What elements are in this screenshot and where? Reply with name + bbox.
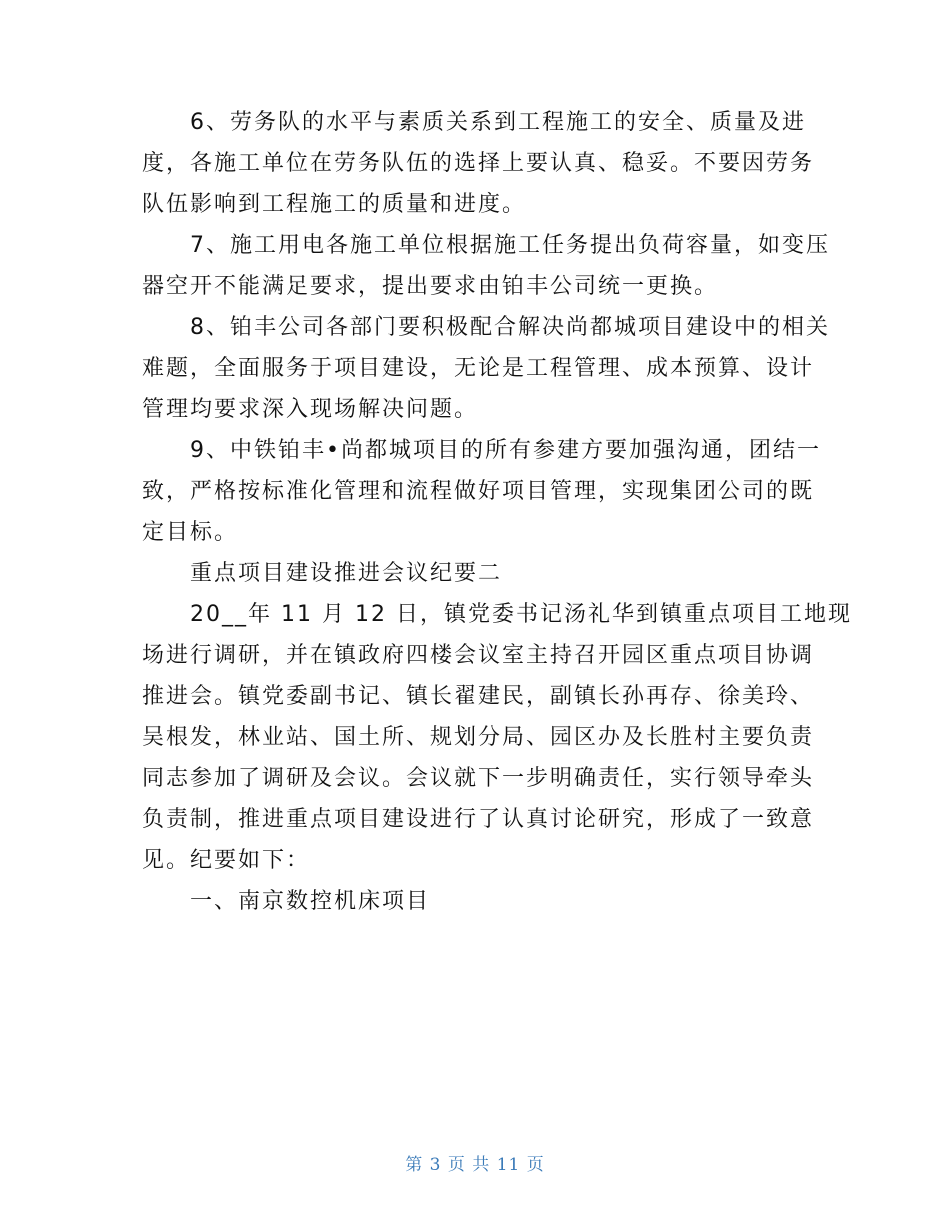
document-body bbox=[142, 102, 852, 922]
text-line: 致，严格按标准化管理和流程做好项目管理，实现集团公司的既 bbox=[142, 479, 815, 504]
text-line: 器空开不能满足要求，提出要求由铂丰公司统一更换。 bbox=[142, 274, 719, 299]
page-number-footer: 第 3 页 共 11 页 bbox=[405, 1155, 545, 1175]
text-line: 同志参加了调研及会议。会议就下一步明确责任，实行领导牵头 bbox=[142, 766, 815, 791]
text-line: 管理均要求深入现场解决问题。 bbox=[142, 397, 479, 422]
text-line: 定目标。 bbox=[142, 520, 239, 545]
text-line: 队伍影响到工程施工的质量和进度。 bbox=[142, 192, 527, 217]
text-line: 吴根发，林业站、国土所、规划分局、园区办及长胜村主要负责 bbox=[142, 725, 815, 750]
subsection-heading: 一、南京数控机床项目 bbox=[142, 889, 431, 914]
text-line: 难题，全面服务于项目建设，无论是工程管理、成本预算、设计 bbox=[142, 356, 815, 381]
text-line: 场进行调研，并在镇政府四楼会议室主持召开园区重点项目协调 bbox=[142, 643, 815, 668]
text-line: 见。纪要如下： bbox=[142, 848, 311, 873]
section-heading: 重点项目建设推进会议纪要二 bbox=[142, 561, 503, 586]
text-line: 推进会。镇党委副书记、镇长翟建民，副镇长孙再存、徐美玲、 bbox=[142, 684, 815, 709]
text-line: 6、劳务队的水平与素质关系到工程施工的安全、质量及进 bbox=[142, 110, 806, 135]
text-line: 度，各施工单位在劳务队伍的选择上要认真、稳妥。不要因劳务 bbox=[142, 151, 815, 176]
text-line: 9、中铁铂丰•尚都城项目的所有参建方要加强沟通，团结一 bbox=[142, 438, 821, 463]
text-line: 20__年 11 月 12 日，镇党委书记汤礼华到镇重点项目工地现 bbox=[142, 602, 852, 627]
text-line: 8、铂丰公司各部门要积极配合解决尚都城项目建设中的相关 bbox=[142, 315, 830, 340]
text-line: 负责制，推进重点项目建设进行了认真讨论研究，形成了一致意 bbox=[142, 807, 815, 832]
text-line: 7、施工用电各施工单位根据施工任务提出负荷容量，如变压 bbox=[142, 233, 830, 258]
